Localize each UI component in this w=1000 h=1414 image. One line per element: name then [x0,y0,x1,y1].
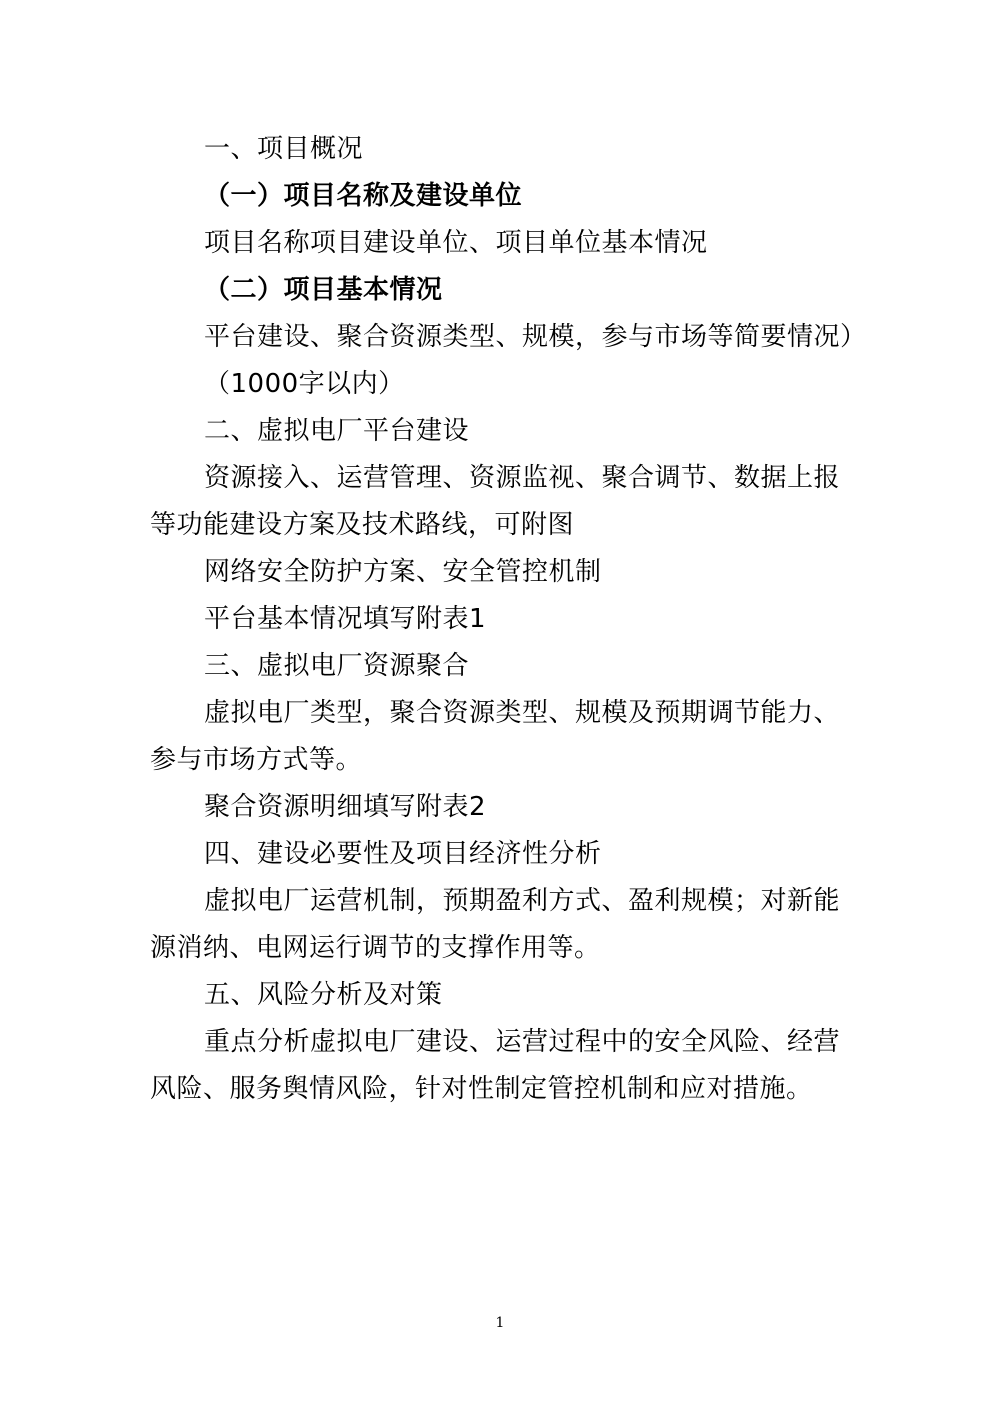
paragraph-line: 网络安全防护方案、安全管控机制 [204,557,602,587]
page-number: 1 [495,1315,505,1331]
section-heading-5: 五、风险分析及对策 [204,980,443,1010]
paragraph-line: 资源接入、运营管理、资源监视、聚合调节、数据上报 [204,463,841,493]
paragraph-line: 平台建设、聚合资源类型、规模，参与市场等简要情况） [204,322,867,352]
section-heading-3: 三、虚拟电厂资源聚合 [204,651,470,681]
paragraph-line: 参与市场方式等。 [150,745,363,775]
section-heading-1: 一、项目概况 [204,134,364,164]
subsection-heading-1-1: （一）项目名称及建设单位 [204,181,523,211]
paragraph-line: 平台基本情况填写附表1 [204,604,487,634]
paragraph-line: 重点分析虚拟电厂建设、运营过程中的安全风险、经营 [204,1027,841,1057]
paragraph-line: 虚拟电厂运营机制，预期盈利方式、盈利规模；对新能 [204,886,841,916]
paragraph-line: 虚拟电厂类型，聚合资源类型、规模及预期调节能力、 [204,698,841,728]
paragraph-line: 源消纳、电网运行调节的支撑作用等。 [150,933,601,963]
section-heading-2: 二、虚拟电厂平台建设 [204,416,470,446]
paragraph-line: （1000字以内） [204,369,405,399]
document-body [150,126,867,1113]
subsection-heading-1-2: （二）项目基本情况 [204,275,443,305]
paragraph-line: 项目名称项目建设单位、项目单位基本情况 [204,228,708,258]
paragraph-line: 聚合资源明细填写附表2 [204,792,487,822]
section-heading-4: 四、建设必要性及项目经济性分析 [204,839,602,869]
paragraph-line: 风险、服务舆情风险，针对性制定管控机制和应对措施。 [150,1074,813,1104]
paragraph-line: 等功能建设方案及技术路线，可附图 [150,510,575,540]
